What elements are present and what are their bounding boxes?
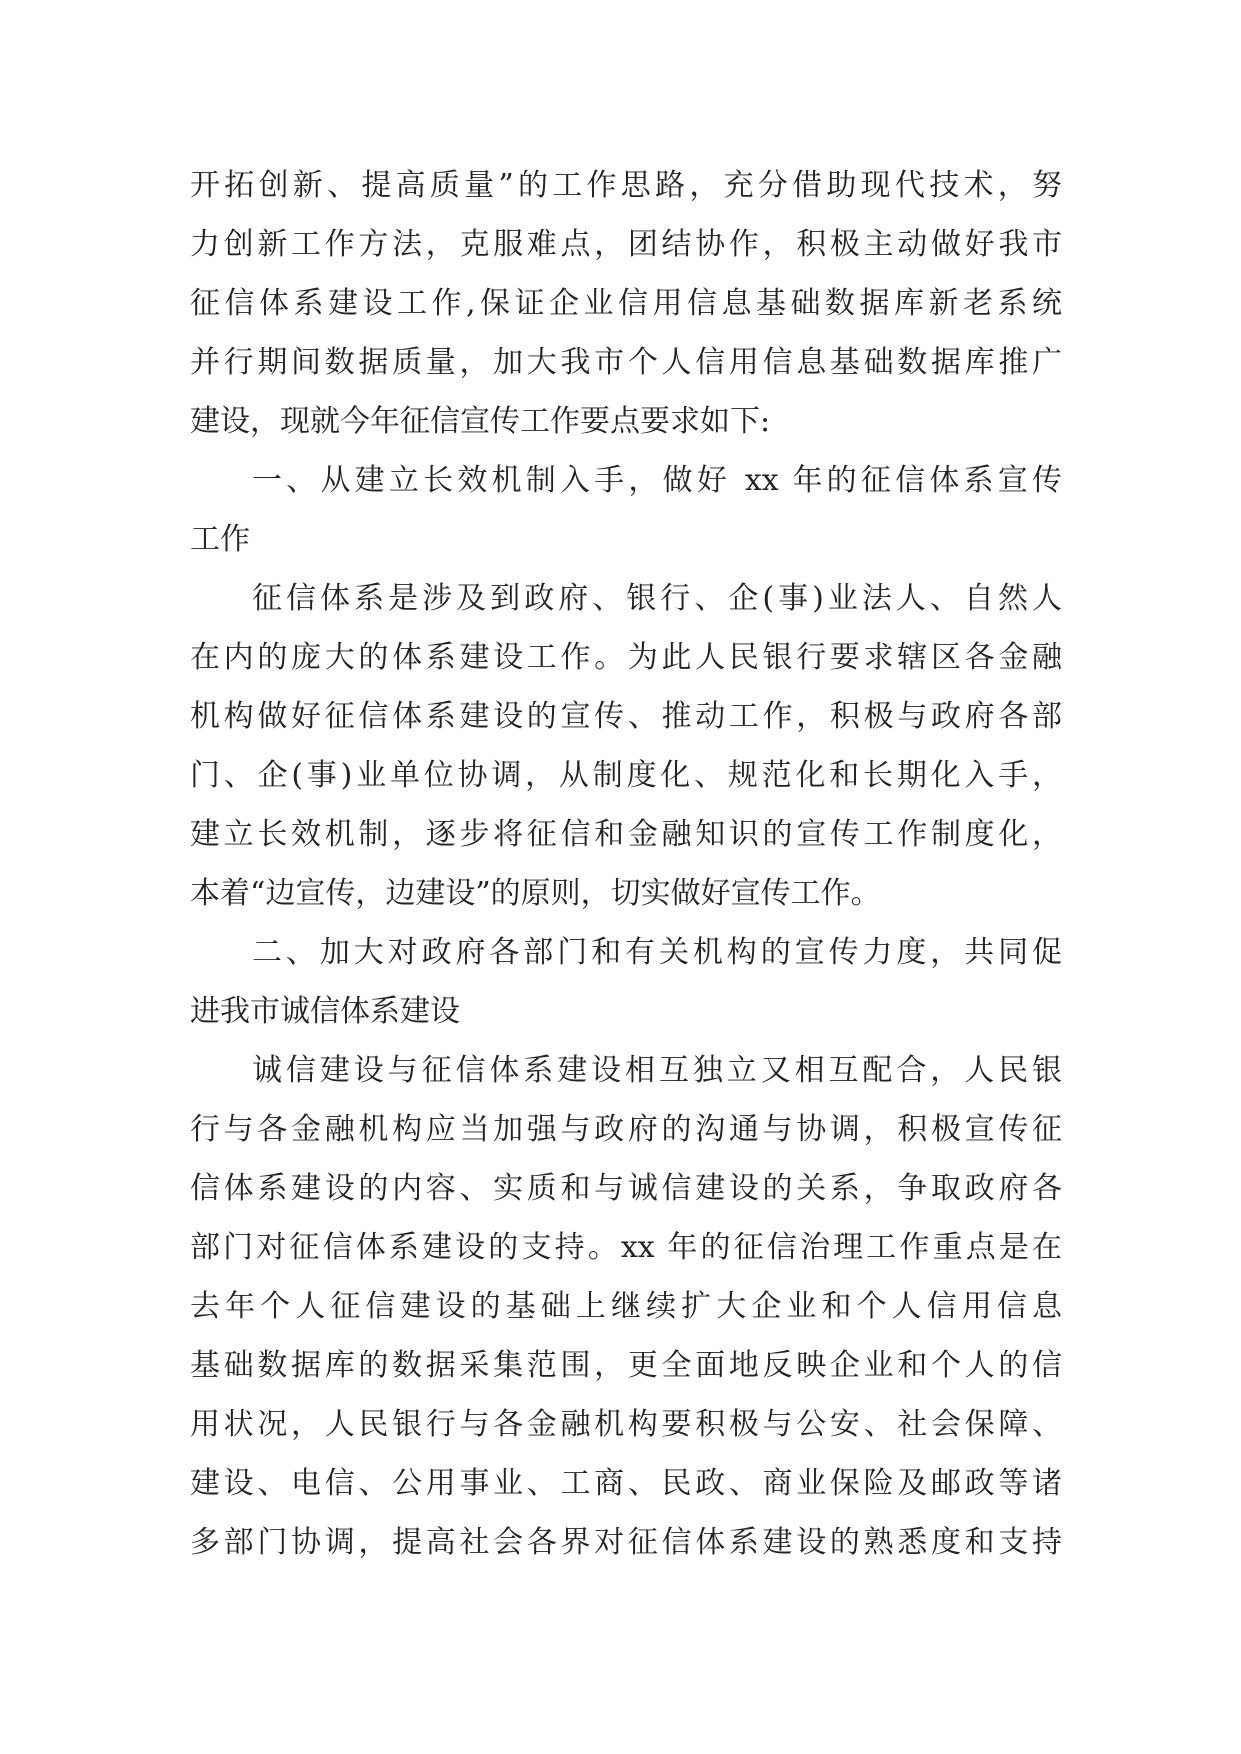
- paragraph-line: 机构做好征信体系建设的宣传、推动工作，积极与政府各部: [190, 699, 1062, 734]
- paragraph-line: 开拓创新、提高质量”的工作思路，充分借助现代技术，努: [190, 168, 1062, 203]
- paragraph-line: 征信体系建设工作,保证企业信用信息基础数据库新老系统: [190, 286, 1062, 321]
- paragraph-line: 去年个人征信建设的基础上继续扩大企业和个人信用信息: [190, 1289, 1062, 1324]
- paragraph-line: 行与各金融机构应当加强与政府的沟通与协调，积极宣传征: [190, 1112, 1062, 1147]
- paragraph-line: 建立长效机制，逐步将征信和金融知识的宣传工作制度化，: [190, 817, 1062, 852]
- paragraph-line: 征信体系是涉及到政府、银行、企(事)业法人、自然人: [252, 581, 1062, 616]
- paragraph-line: 用状况，人民银行与各金融机构要积极与公安、社会保障、: [190, 1407, 1062, 1442]
- section-heading-line: 二、加大对政府各部门和有关机构的宣传力度，共同促: [252, 935, 1062, 970]
- paragraph-line: 并行期间数据质量，加大我市个人信用信息基础数据库推广: [190, 345, 1062, 380]
- paragraph-line: 建设，现就今年征信宣传工作要点要求如下:: [190, 404, 771, 439]
- section-heading-line: 进我市诚信体系建设: [190, 994, 460, 1029]
- paragraph-line: 本着“边宣传，边建设”的原则，切实做好宣传工作。: [190, 876, 881, 911]
- paragraph-line: 多部门协调，提高社会各界对征信体系建设的熟悉度和支持: [190, 1525, 1062, 1560]
- paragraph-line: 力创新工作方法，克服难点，团结协作，积极主动做好我市: [190, 227, 1062, 262]
- document-body: [190, 156, 1062, 1572]
- paragraph-line: 门、企(事)业单位协调，从制度化、规范化和长期化入手，: [190, 758, 1062, 793]
- paragraph-line: 信体系建设的内容、实质和与诚信建设的关系，争取政府各: [190, 1171, 1062, 1206]
- paragraph-line: 基础数据库的数据采集范围，更全面地反映企业和个人的信: [190, 1348, 1062, 1383]
- paragraph-line: 在内的庞大的体系建设工作。为此人民银行要求辖区各金融: [190, 640, 1062, 675]
- section-heading-line: 工作: [190, 522, 250, 557]
- section-heading-line: 一、从建立长效机制入手，做好 xx 年的征信体系宣传: [252, 463, 1062, 498]
- paragraph-line: 诚信建设与征信体系建设相互独立又相互配合，人民银: [252, 1053, 1062, 1088]
- paragraph-line: 部门对征信体系建设的支持。xx 年的征信治理工作重点是在: [190, 1230, 1062, 1265]
- paragraph-line: 建设、电信、公用事业、工商、民政、商业保险及邮政等诸: [190, 1466, 1062, 1501]
